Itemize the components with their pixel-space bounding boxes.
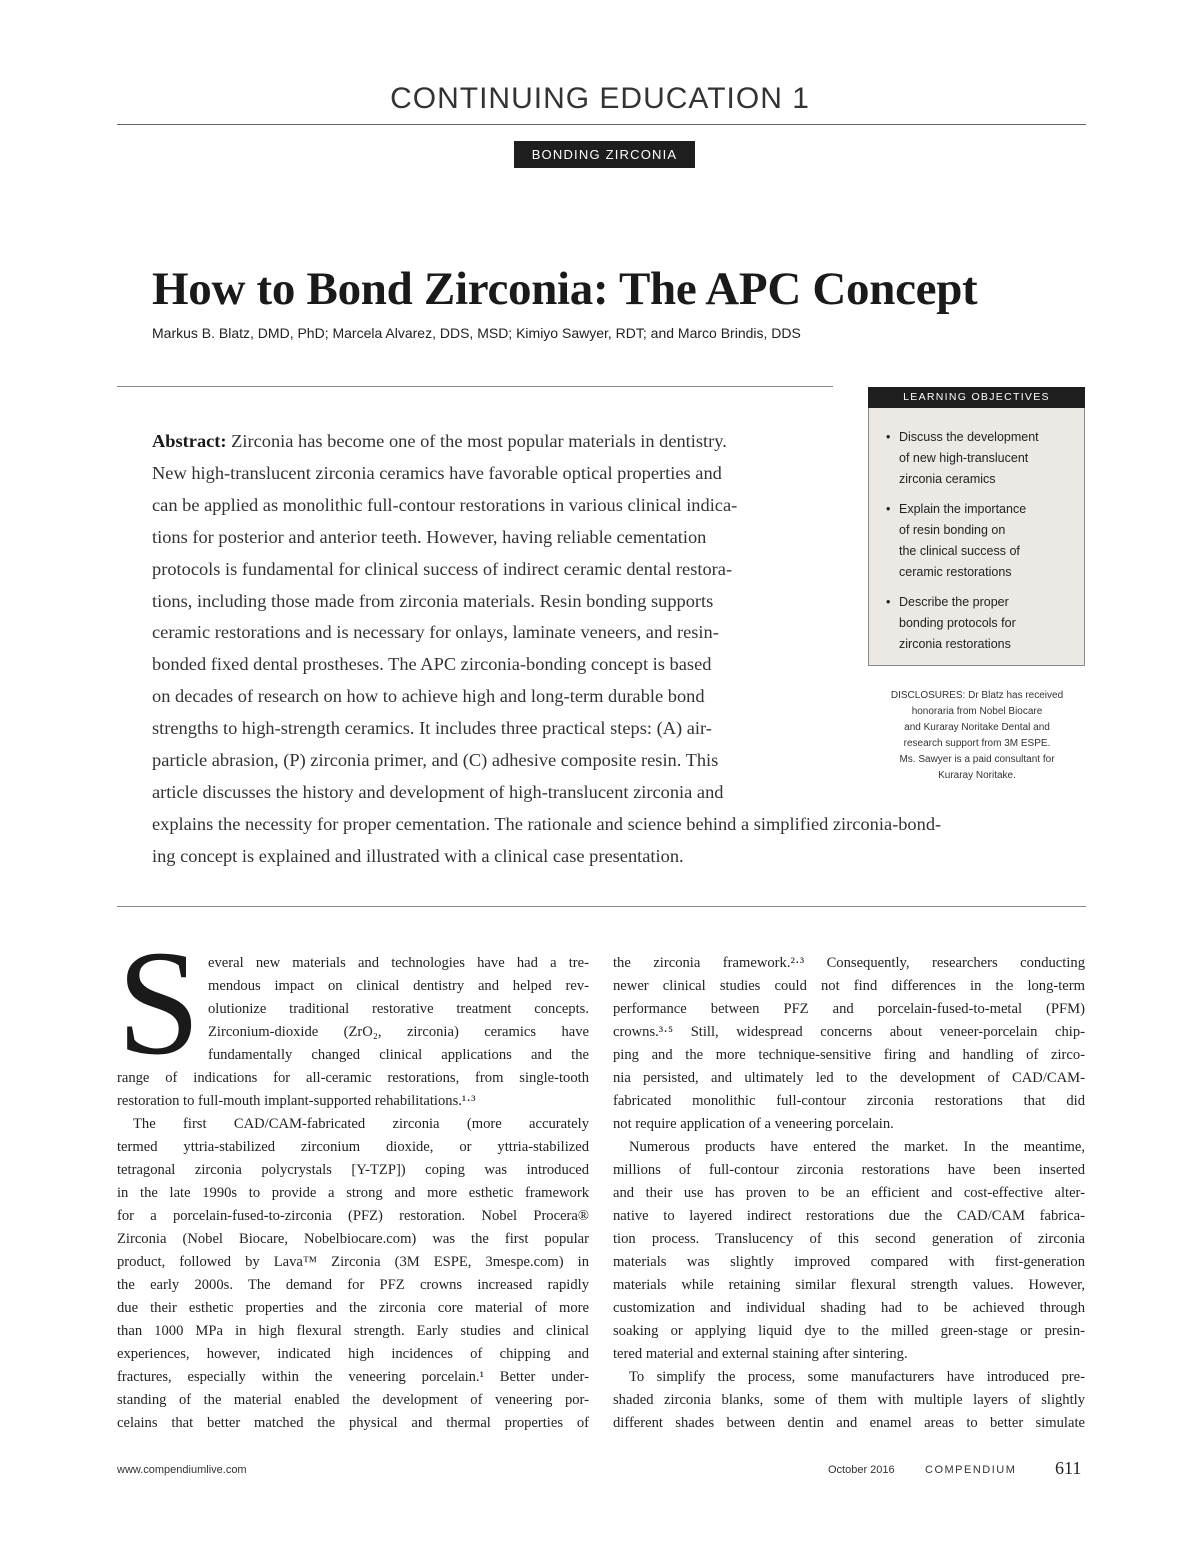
body-line: newer clinical studies could not find differences in the long-term [613,978,1085,994]
abstract-line: explains the necessity for proper cementation. The rationale and science behind a simplified zirconia-bond- [152,813,942,834]
section-title: CONTINUING EDUCATION 1 [390,82,810,115]
body-line: shaded zirconia blanks, some of them with multiple layers of slightly [613,1392,1085,1408]
body-line: performance between PFZ and porcelain-fused-to-metal (PFM) [613,1001,1085,1017]
body-line: restoration to full-mouth implant-supported rehabilitations.¹·³ [117,1093,476,1109]
body-column-2 [613,952,1085,1435]
disclosures: DISCLOSURES: Dr Blatz has received honoraria from Nobel Biocare and Kuraray Noritake Dental and research support from 3M ESPE. Ms. Sawyer is a paid consultant for Kuraray Noritake. [890,690,1064,781]
body-line: Zirconium-dioxide (ZrO₂, zirconia) ceramics have [208,1024,589,1040]
abstract-line: tions for posterior and anterior teeth. However, having reliable cementation [152,526,707,547]
learning-objective-item: • Explain the importance of resin bonding on the clinical success of ceramic restorations [886,499,1080,583]
body-line: millions of full-contour zirconia restorations have been inserted [613,1162,1085,1178]
learning-objectives-heading: LEARNING OBJECTIVES [868,387,1085,408]
body-line: soaking or applying liquid dye to the milled green-stage or presin- [613,1323,1085,1339]
body-line: standing of the material enabled the development of veneering por- [117,1392,589,1408]
body-line: olutionize traditional restorative treatment concepts. [208,1001,589,1017]
body-line: tered material and external staining after sintering. [613,1346,908,1362]
body-line: native to layered indirect restorations due the CAD/CAM fabrica- [613,1208,1085,1224]
bullet-icon: • [886,595,891,609]
drop-cap: S [117,920,201,1086]
body-line: for a porcelain-fused-to-zirconia (PFZ) restoration. Nobel Procera® [117,1208,589,1224]
body-line: ping and the more technique-sensitive firing and handling of zirco- [613,1047,1085,1063]
body-line: in the late 1990s to provide a strong and more esthetic framework [117,1185,589,1201]
body-column-1 [117,1067,589,1435]
abstract-label: Abstract: [152,431,227,451]
body-line: customization and individual shading had to be achieved through [613,1300,1085,1316]
bullet-icon: • [886,430,891,444]
body-line: Numerous products have entered the market. In the meantime, [629,1139,1085,1155]
body-line: different shades between dentin and enamel areas to better simulate [613,1415,1085,1431]
body-line: fundamentally changed clinical applications and the [208,1047,589,1063]
topic-tag: BONDING ZIRCONIA [514,141,695,168]
learning-objective-item: • Describe the proper bonding protocols for zirconia restorations [886,592,1080,655]
abstract-line: on decades of research on how to achieve high and long-term durable bond [152,686,705,707]
body-line: fabricated monolithic full-contour zirconia restorations that did [613,1093,1085,1109]
body-column-1-intro [208,952,589,1067]
abstract-line: article discusses the history and development of high-translucent zirconia and [152,781,724,802]
body-line: tion process. Translucency of this second generation of zirconia [613,1231,1085,1247]
body-line: fractures, especially within the veneering porcelain.¹ Better under- [117,1369,589,1385]
body-line: celains that better matched the physical and thermal properties of [117,1415,589,1431]
abstract-line: New high-translucent zirconia ceramics have favorable optical properties and [152,462,722,483]
abstract-line: tions, including those made from zirconia materials. Resin bonding supports [152,590,714,611]
footer-date: October 2016 [828,1464,895,1476]
abstract-top-rule [117,386,833,387]
header-rule [117,124,1086,125]
body-line: tetragonal zirconia polycrystals [Y-TZP]) coping was introduced [117,1162,589,1178]
bullet-icon: • [886,502,891,516]
abstract-line: bonded fixed dental prostheses. The APC zirconia-bonding concept is based [152,654,712,675]
page-number: 611 [1055,1458,1082,1478]
footer-publication: COMPENDIUM [925,1464,1017,1476]
body-line: nia persisted, and ultimately led to the development of CAD/CAM- [613,1070,1085,1086]
body-line: materials while retaining similar flexural strength values. However, [613,1277,1085,1293]
body-line: than 1000 MPa in high flexural strength. Early studies and clinical [117,1323,589,1339]
body-line: crowns.³·⁵ Still, widespread concerns about veneer-porcelain chip- [613,1024,1085,1040]
body-line: materials was slightly improved compared with first-generation [613,1254,1085,1270]
body-line: termed yttria-stabilized zirconium dioxide, or yttria-stabilized [117,1139,589,1155]
abstract-line: strengths to high-strength ceramics. It includes three practical steps: (A) air- [152,718,712,739]
footer-website[interactable]: www.compendiumlive.com [117,1464,247,1476]
body-line: and their use has proven to be an efficient and cost-effective alter- [613,1185,1085,1201]
body-line: The first CAD/CAM-fabricated zirconia (more accurately [133,1116,589,1132]
abstract-bottom-rule [117,906,1086,907]
abstract-line: ing concept is explained and illustrated with a clinical case presentation. [152,845,684,866]
body-line: the early 2000s. The demand for PFZ crowns increased rapidly [117,1277,589,1293]
body-line: experiences, however, indicated high incidences of chipping and [117,1346,589,1362]
body-line: range of indications for all-ceramic restorations, from single-tooth [117,1070,589,1086]
abstract-line: protocols is fundamental for clinical success of indirect ceramic dental restora- [152,558,733,579]
abstract-line: can be applied as monolithic full-contour restorations in various clinical indica- [152,494,738,515]
body-line: mendous impact on clinical dentistry and helped rev- [208,978,589,994]
abstract-line: Abstract: Zirconia has become one of the most popular materials in dentistry. [152,431,727,451]
article-title: How to Bond Zirconia: The APC Concept [152,263,978,315]
body-line: To simplify the process, some manufacturers have introduced pre- [629,1369,1085,1385]
body-line: everal new materials and technologies have had a tre- [208,955,589,971]
body-line: the zirconia framework.²·³ Consequently, researchers conducting [613,955,1085,971]
body-line: due their esthetic properties and the zirconia core material of more [117,1300,589,1316]
abstract-line: ceramic restorations and is necessary for onlays, laminate veneers, and resin- [152,622,719,643]
body-line: product, followed by Lava™ Zirconia (3M ESPE, 3mespe.com) in [117,1254,589,1270]
article-authors: Markus B. Blatz, DMD, PhD; Marcela Alvarez, DDS, MSD; Kimiyo Sawyer, RDT; and Marco Brindis, DDS [152,325,801,341]
body-line: not require application of a veneering porcelain. [613,1116,894,1132]
body-line: Zirconia (Nobel Biocare, Nobelbiocare.com) was the first popular [117,1231,589,1247]
learning-objective-item: • Discuss the development of new high-translucent zirconia ceramics [886,427,1080,490]
abstract-line: particle abrasion, (P) zirconia primer, and (C) adhesive composite resin. This [152,750,719,771]
